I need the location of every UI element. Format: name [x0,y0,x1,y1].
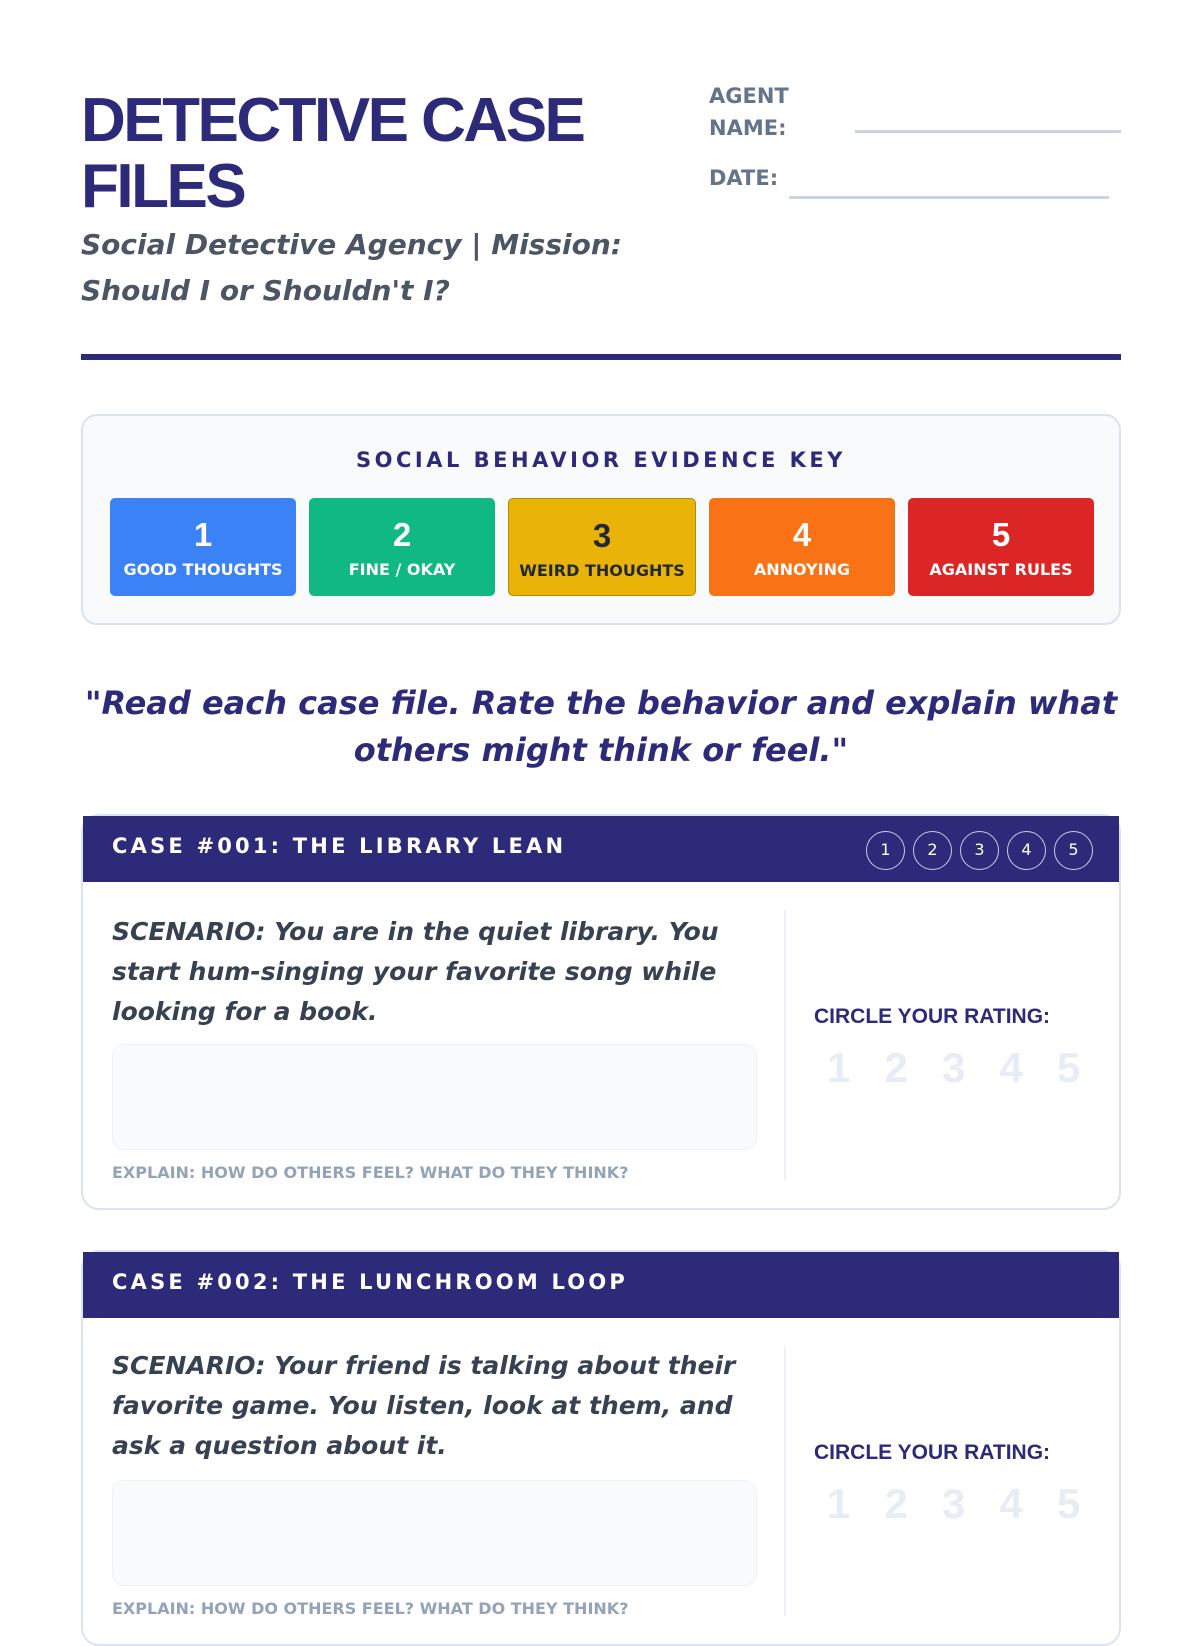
explain-prompt: EXPLAIN: HOW DO OTHERS FEEL? WHAT DO THEY THINK? [112,1163,629,1182]
scenario-text: SCENARIO: You are in the quiet library. You start hum-singing your favorite song while looking for a book. [112,917,719,1026]
rating-option-1[interactable]: 1 [827,1480,851,1527]
key-item-label: AGAINST RULES [929,560,1073,579]
case-header [83,1252,1119,1318]
key-item-1 [110,498,296,596]
case-title: CASE #002: THE LUNCHROOM LOOP [112,1270,628,1294]
key-item-label: GOOD THOUGHTS [123,560,283,579]
rating-option-5[interactable]: 5 [1057,1044,1081,1091]
key-item-number: 2 [392,516,412,553]
page-title: DETECTIVE CASE FILES [81,86,584,221]
rating-option-3[interactable]: 3 [942,1480,966,1527]
rating-options [827,1480,1115,1528]
date-label: DATE: [709,166,779,190]
rating-option-4[interactable]: 4 [999,1044,1023,1091]
rating-label: CIRCLE YOUR RATING: [814,1441,1051,1464]
page-header [81,80,1121,360]
key-item-number: 3 [592,517,612,554]
header-rating-circles [866,831,1093,870]
explain-prompt: EXPLAIN: HOW DO OTHERS FEEL? WHAT DO THEY THINK? [112,1599,629,1618]
rating-label: CIRCLE YOUR RATING: [814,1005,1051,1028]
key-item-4 [709,498,895,596]
page-subtitle: Social Detective Agency | Mission: Should I or Shouldn't I? [81,228,622,307]
key-item-number: 1 [193,516,213,553]
header-rating-2[interactable]: 2 [913,831,952,870]
key-item-label: ANNOYING [753,560,851,579]
header-rating-4[interactable]: 4 [1007,831,1046,870]
key-item-number: 5 [991,516,1011,553]
evidence-key [81,414,1121,625]
key-item-3 [508,498,696,596]
rating-option-4[interactable]: 4 [999,1480,1023,1527]
scenario-text: SCENARIO: Your friend is talking about their favorite game. You listen, look at them, and ask a question about it. [112,1351,736,1460]
case-card-001 [81,814,1121,1210]
rating-option-2[interactable]: 2 [884,1480,908,1527]
key-item-number: 4 [792,516,812,553]
case-title: CASE #001: THE LIBRARY LEAN [112,834,567,858]
evidence-key-items [110,498,1094,596]
column-divider [784,1346,786,1616]
evidence-key-title: SOCIAL BEHAVIOR EVIDENCE KEY [356,448,846,472]
rating-option-3[interactable]: 3 [942,1044,966,1091]
agent-name-label: AGENT NAME: [709,84,789,140]
instructions-quote: "Read each case file. Rate the behavior and explain what others might think or feel." [84,684,1118,769]
key-item-5 [908,498,1094,596]
explanation-input[interactable] [112,1044,757,1150]
key-item-2 [309,498,495,596]
header-rating-1[interactable]: 1 [866,831,905,870]
key-item-label: FINE / OKAY [348,560,456,579]
column-divider [784,910,786,1180]
header-rating-3[interactable]: 3 [960,831,999,870]
explanation-input[interactable] [112,1480,757,1586]
date-field[interactable] [789,196,1109,199]
rating-option-5[interactable]: 5 [1057,1480,1081,1527]
case-card-002 [81,1250,1121,1646]
rating-option-2[interactable]: 2 [884,1044,908,1091]
agent-name-field[interactable] [855,130,1121,133]
rating-options [827,1044,1115,1092]
header-rating-5[interactable]: 5 [1054,831,1093,870]
rating-option-1[interactable]: 1 [827,1044,851,1091]
key-item-label: WEIRD THOUGHTS [519,561,685,580]
case-header [83,816,1119,882]
header-divider [81,354,1121,360]
